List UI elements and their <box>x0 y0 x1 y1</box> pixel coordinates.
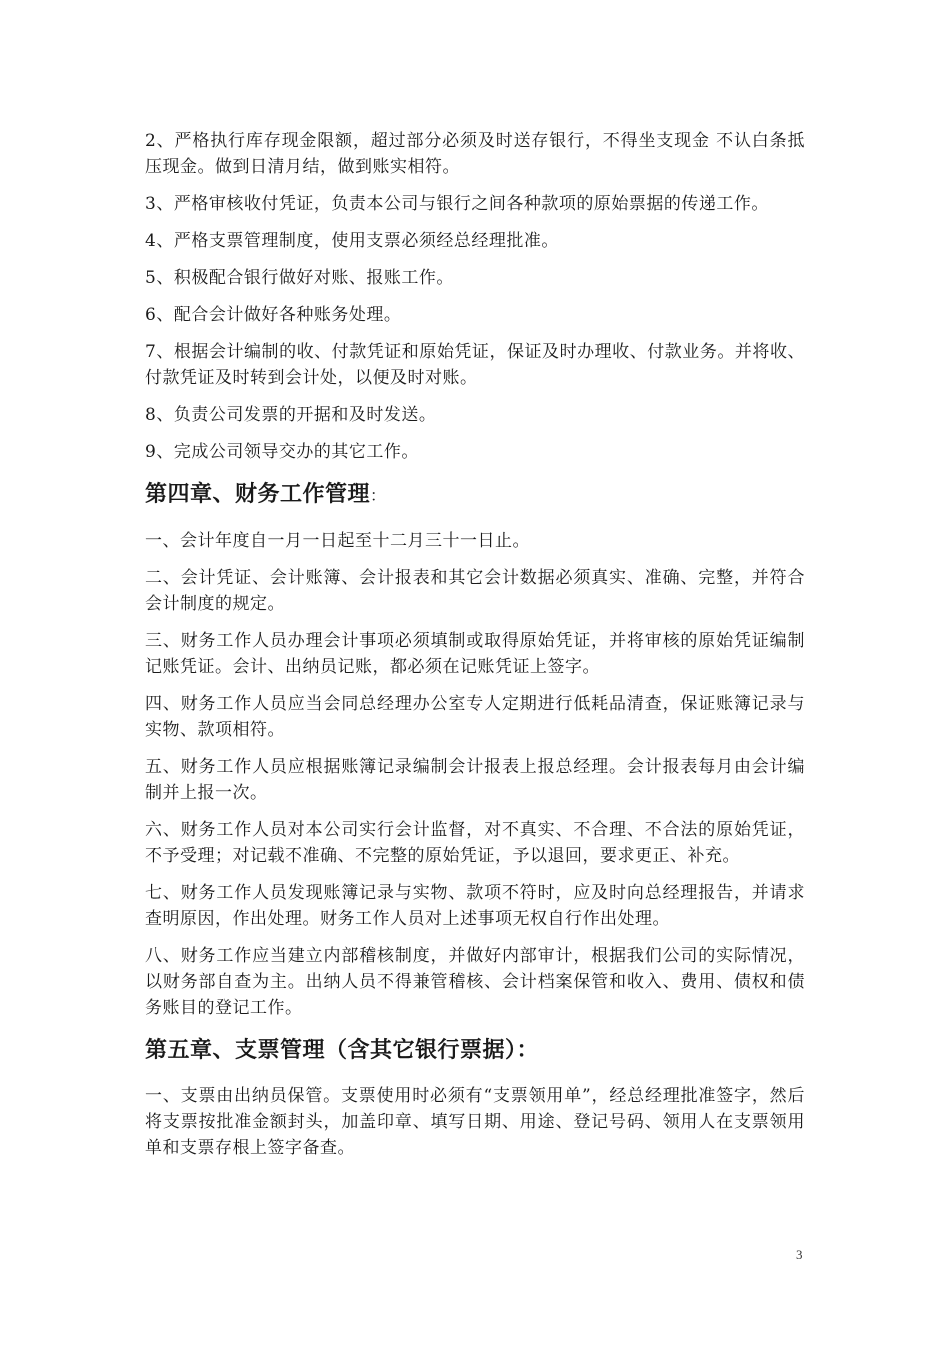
chapter-5-heading: 第五章、支票管理（含其它银行票据）： <box>145 1038 540 1063</box>
list-item: 4、严格支票管理制度，使用支票必须经总经理批准。 <box>145 231 559 251</box>
chapter-4-heading <box>145 479 805 512</box>
document-body <box>145 128 805 1172</box>
list-item: 七、财务工作人员发现账簿记录与实物、款项不符时，应及时向总经理报告，并请求查明原因，作出处理。财务工作人员对上述事项无权自行作出处理。 <box>145 883 805 929</box>
list-item: 3、严格审核收付凭证，负责本公司与银行之间各种款项的原始票据的传递工作。 <box>145 194 769 214</box>
list-item: 8、负责公司发票的开据和及时发送。 <box>145 405 437 425</box>
list-item: 三、财务工作人员办理会计事项必须填制或取得原始凭证，并将审核的原始凭证编制记账凭证。会计、出纳员记账，都必须在记账凭证上签字。 <box>145 631 805 677</box>
list-item: 五、财务工作人员应根据账簿记录编制会计报表上报总经理。会计报表每月由会计编制并上报一次。 <box>145 757 805 803</box>
page-number: 3 <box>796 1247 803 1262</box>
list-item: 6、配合会计做好各种账务处理。 <box>145 305 402 325</box>
list-item: 2、严格执行库存现金限额，超过部分必须及时送存银行，不得坐支现金 不认白条抵压现金。做到日清月结，做到账实相符。 <box>145 131 805 177</box>
list-item: 四、财务工作人员应当会同总经理办公室专人定期进行低耗品清查，保证账簿记录与实物、款项相符。 <box>145 694 805 740</box>
list-item: 二、会计凭证、会计账簿、会计报表和其它会计数据必须真实、准确、完整，并符合会计制度的规定。 <box>145 568 805 614</box>
list-item: 六、财务工作人员对本公司实行会计监督，对不真实、不合理、不合法的原始凭证，不予受理；对记载不准确、不完整的原始凭证，予以退回，要求更正、补充。 <box>145 820 805 866</box>
list-item: 一、支票由出纳员保管。支票使用时必须有“支票领用单”，经总经理批准签字，然后将支票按批准金额封头，加盖印章、填写日期、用途、登记号码、领用人在支票领用单和支票存根上签字备查。 <box>145 1086 805 1158</box>
list-item: 八、财务工作应当建立内部稽核制度，并做好内部审计，根据我们公司的实际情况，以财务部自查为主。出纳人员不得兼管稽核、会计档案保管和收入、费用、债权和债务账目的登记工作。 <box>145 946 805 1018</box>
list-item: 9、完成公司领导交办的其它工作。 <box>145 442 419 462</box>
chapter-4-title-tail: ： <box>370 486 387 505</box>
list-item: 7、根据会计编制的收、付款凭证和原始凭证，保证及时办理收、付款业务。并将收、付款凭证及时转到会计处，以便及时对账。 <box>145 342 805 388</box>
list-item: 一、会计年度自一月一日起至十二月三十一日止。 <box>145 531 530 551</box>
list-item: 5、积极配合银行做好对账、报账工作。 <box>145 268 454 288</box>
chapter-4-title: 第四章、财务工作管理 <box>145 482 371 507</box>
